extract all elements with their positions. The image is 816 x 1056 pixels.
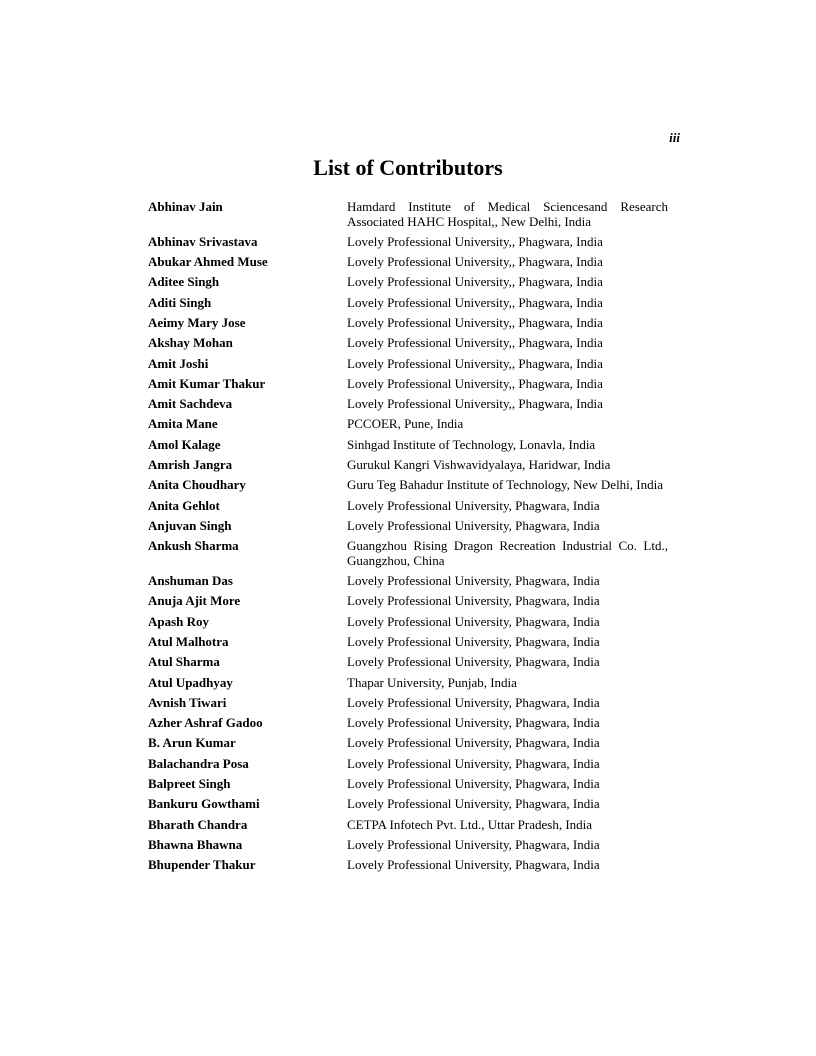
contributor-row	[148, 615, 668, 630]
contributor-name: Abhinav Jain	[148, 199, 223, 214]
contributor-row	[148, 499, 668, 514]
contributor-affiliation: Lovely Professional University,, Phagwara, India	[347, 335, 603, 351]
contributor-affiliation: Lovely Professional University,, Phagwara, India	[347, 375, 603, 391]
contributor-name: Balachandra Posa	[148, 755, 249, 771]
contributor-affiliation: Lovely Professional University, Phagwara, India	[347, 796, 600, 812]
contributor-name: Anjuvan Singh	[148, 517, 232, 533]
contributor-affiliation: Lovely Professional University, Phagwara, India	[347, 593, 600, 609]
contributor-affiliation: Lovely Professional University, Phagwara, India	[347, 694, 600, 710]
contributor-affiliation: Lovely Professional University, Phagwara, India	[347, 517, 600, 533]
contributor-name: Apash Roy	[148, 613, 210, 629]
contributor-affiliation: Hamdard Institute of Medical Sciencesand Research Associated HAHC Hospital,, New Delhi, India	[347, 199, 668, 229]
contributor-name: Anshuman Das	[148, 573, 233, 589]
contributor-row	[148, 377, 668, 392]
contributor-row	[148, 200, 668, 229]
contributor-affiliation: Lovely Professional University,, Phagwara, India	[347, 274, 603, 290]
contributor-name: Aditee Singh	[148, 274, 220, 290]
contributor-name: Abhinav Srivastava	[148, 233, 258, 249]
contributor-name: Atul Malhotra	[148, 633, 229, 649]
contributor-row	[148, 574, 668, 589]
contributor-affiliation: Lovely Professional University,, Phagwara, India	[347, 233, 603, 249]
contributor-name: Amit Joshi	[148, 355, 209, 371]
contributor-name: Ankush Sharma	[148, 538, 239, 554]
contributor-row	[148, 797, 668, 812]
contributor-name: Atul Upadhyay	[148, 674, 233, 690]
contributor-row	[148, 777, 668, 792]
contributor-row	[148, 635, 668, 650]
contributor-affiliation: Lovely Professional University, Phagwara, India	[347, 654, 600, 670]
contributor-row	[148, 757, 668, 772]
contributor-name: Amit Sachdeva	[148, 396, 233, 412]
contributor-name: Atul Sharma	[148, 654, 220, 670]
contributor-affiliation: Guangzhou Rising Dragon Recreation Industrial Co. Ltd., Guangzhou, China	[347, 538, 668, 568]
contributor-affiliation: Lovely Professional University,, Phagwara, India	[347, 355, 603, 371]
contributor-affiliation: Sinhgad Institute of Technology, Lonavla, India	[347, 436, 596, 452]
contributor-row	[148, 357, 668, 372]
contributor-name: B. Arun Kumar	[148, 735, 236, 751]
page-title: List of Contributors	[313, 155, 503, 180]
page-number: iii	[669, 130, 680, 145]
contributor-affiliation: Lovely Professional University,, Phagwara, India	[347, 254, 603, 270]
contributor-row	[148, 438, 668, 453]
contributor-name: Azher Ashraf Gadoo	[148, 715, 263, 731]
contributor-name: Abukar Ahmed Muse	[148, 254, 268, 270]
contributor-row	[148, 478, 668, 493]
contributor-affiliation: Lovely Professional University, Phagwara, India	[347, 715, 600, 731]
contributor-name: Amrish Jangra	[148, 457, 233, 473]
contributor-row	[148, 296, 668, 311]
contributor-row	[148, 519, 668, 534]
contributor-affiliation: Lovely Professional University, Phagwara, India	[347, 836, 600, 852]
contributor-affiliation: Lovely Professional University, Phagwara, India	[347, 573, 600, 589]
page-content	[148, 0, 668, 879]
contributor-name: Aditi Singh	[148, 294, 212, 310]
contributor-affiliation: Lovely Professional University, Phagwara, India	[347, 776, 600, 792]
contributor-name: Avnish Tiwari	[148, 694, 227, 710]
contributor-row	[148, 736, 668, 751]
contributor-name: Bankuru Gowthami	[148, 796, 260, 812]
contributor-row	[148, 716, 668, 731]
contributor-affiliation: Lovely Professional University, Phagwara, India	[347, 755, 600, 771]
contributor-name: Amol Kalage	[148, 436, 221, 452]
contributor-affiliation: Lovely Professional University,, Phagwara, India	[347, 396, 603, 412]
contributor-row	[148, 316, 668, 331]
contributor-name: Aeimy Mary Jose	[148, 314, 246, 330]
contributor-row	[148, 594, 668, 609]
contributor-affiliation: Gurukul Kangri Vishwavidyalaya, Haridwar, India	[347, 457, 611, 473]
contributor-name: Anuja Ajit More	[148, 593, 241, 609]
contributor-row	[148, 858, 668, 873]
contributor-name: Anita Choudhary	[148, 477, 246, 493]
contributor-row	[148, 235, 668, 250]
contributor-affiliation: Thapar University, Punjab, India	[347, 674, 517, 690]
contributor-row	[148, 539, 668, 568]
contributor-row	[148, 275, 668, 290]
contributor-affiliation: Lovely Professional University, Phagwara, India	[347, 633, 600, 649]
contributor-row	[148, 655, 668, 670]
contributor-row	[148, 676, 668, 691]
contributor-row	[148, 255, 668, 270]
contributor-name: Amita Mane	[148, 416, 218, 432]
contributor-name: Akshay Mohan	[148, 335, 233, 351]
contributor-row	[148, 838, 668, 853]
contributor-row	[148, 417, 668, 432]
contributor-row	[148, 818, 668, 833]
contributor-affiliation: Lovely Professional University,, Phagwara, India	[347, 294, 603, 310]
contributors-list	[148, 200, 668, 873]
contributor-row	[148, 696, 668, 711]
contributor-affiliation: Lovely Professional University, Phagwara, India	[347, 497, 600, 513]
contributor-name: Bhawna Bhawna	[148, 836, 243, 852]
contributor-row	[148, 397, 668, 412]
contributor-affiliation: Lovely Professional University, Phagwara, India	[347, 613, 600, 629]
contributor-row	[148, 458, 668, 473]
contributor-name: Bhupender Thakur	[148, 857, 256, 873]
contributor-name: Bharath Chandra	[148, 816, 248, 832]
contributor-name: Amit Kumar Thakur	[148, 375, 266, 391]
contributor-affiliation: Lovely Professional University, Phagwara, India	[347, 857, 600, 873]
contributor-affiliation: Lovely Professional University, Phagwara, India	[347, 735, 600, 751]
contributor-affiliation: CETPA Infotech Pvt. Ltd., Uttar Pradesh, India	[347, 816, 593, 832]
contributor-name: Balpreet Singh	[148, 776, 231, 792]
contributor-row	[148, 336, 668, 351]
contributor-name: Anita Gehlot	[148, 497, 220, 513]
contributor-affiliation: Guru Teg Bahadur Institute of Technology, New Delhi, India	[347, 477, 664, 493]
contributor-affiliation: PCCOER, Pune, India	[347, 416, 464, 432]
contributor-affiliation: Lovely Professional University,, Phagwara, India	[347, 314, 603, 330]
